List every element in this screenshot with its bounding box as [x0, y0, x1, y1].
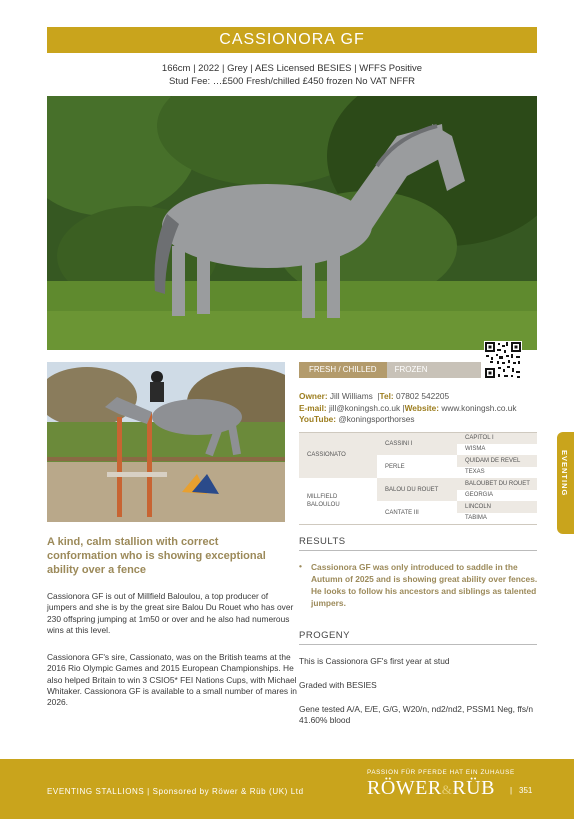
progeny-heading: PROGENY — [299, 630, 351, 641]
pedigree-dam-name: MILLFIELD BALOULOU — [307, 494, 340, 508]
pedigree-dds — [457, 501, 537, 513]
pedigree-sdd — [457, 467, 537, 479]
pedigree-sire-name: CASSIONATO — [307, 452, 346, 458]
progeny-grading: Graded with BESIES — [299, 680, 377, 690]
pedigree-sdd-name: TEXAS — [465, 469, 485, 476]
pedigree-ssd-name: WISMA — [465, 446, 486, 453]
stallion-details — [47, 62, 537, 88]
pedigree-table — [299, 432, 537, 524]
pedigree-dd-name: CANTATE III — [385, 509, 419, 516]
semen-type-tabs — [299, 362, 481, 378]
sponsor-tagline: PASSION FÜR PFERDE HAT EIN ZUHAUSE — [367, 769, 515, 776]
website-label: Website: — [404, 402, 440, 413]
pedigree-dd — [377, 501, 457, 524]
results-heading: RESULTS — [299, 536, 346, 547]
qr-code-icon — [484, 341, 522, 379]
contact-details — [299, 391, 517, 426]
description-paragraph-1: Cassionora GF is out of Millfield Baloulou, a top producer of jumpers and she is by the great sire Balou Du Rouet who has over 230 offspring jumping at 1m50 or over and he also had numerous wins at this level. — [47, 591, 294, 635]
brand-word-2: RÜB — [452, 777, 495, 799]
results-text: Cassionora GF was only introduced to saddle in the Autumn of 2025 and is showing great ability over fences. He looks to follow his ancestors and siblings as talented jumpers. — [311, 562, 538, 608]
email-label: E-mail: — [299, 402, 327, 413]
pedigree-rule — [299, 524, 537, 525]
side-tab-label: EVENTING — [560, 450, 569, 497]
pedigree-ssd — [457, 444, 537, 456]
progeny-first-year: This is Cassionora GF's first year at stud — [299, 656, 450, 666]
pedigree-ddd-name: TABIMA — [465, 515, 487, 522]
pedigree-dam — [299, 478, 377, 524]
pedigree-dsd — [457, 490, 537, 502]
pedigree-ds — [377, 478, 457, 501]
pedigree-ss-name: CASSINI I — [385, 440, 413, 447]
footer-separator: | — [510, 786, 513, 795]
brand-ampersand: & — [441, 782, 453, 797]
headline: A kind, calm stallion with correct conformation who is showing exceptional ability over a fence — [47, 536, 266, 576]
pedigree-sss — [457, 432, 537, 444]
title-bar — [47, 27, 537, 53]
pedigree-sds-name: QUIDAM DE REVEL — [465, 457, 521, 464]
page-number: 351 — [519, 786, 533, 795]
pedigree-sds — [457, 455, 537, 467]
tel-label: Tel: — [379, 391, 394, 401]
pedigree-sd — [377, 455, 457, 478]
pedigree-ddd — [457, 513, 537, 525]
pedigree-ds-name: BALOU DU ROUET — [385, 486, 439, 493]
page-title: CASSIONORA GF — [219, 31, 365, 48]
pedigree-dds-name: LINCOLN — [465, 503, 492, 510]
details-line: 166cm | 2022 | Grey | AES Licensed BESIES | WFFS Positive — [161, 63, 423, 74]
frozen-tab: FROZEN — [387, 362, 481, 378]
bullet-icon: • — [299, 561, 302, 571]
main-horse-photo — [47, 96, 537, 350]
email-link[interactable]: jill@koningsh.co.uk — [328, 402, 401, 413]
youtube-line — [299, 414, 517, 426]
results-rule — [299, 550, 537, 551]
pedigree-sd-name: PERLE — [385, 463, 405, 470]
footer — [0, 759, 574, 819]
owner-line: Owner: Jill Williams |Tel: 07802 542205 — [299, 391, 450, 401]
fresh-chilled-tab: FRESH / CHILLED — [299, 362, 387, 378]
youtube-handle[interactable]: @koningsporthorses — [338, 414, 415, 424]
footer-section-label: EVENTING STALLIONS | Sponsored by Röwer & Rüb (UK) Ltd — [47, 787, 304, 796]
brand-word-1: RÖWER — [367, 777, 442, 799]
owner-name: Jill Williams — [329, 391, 373, 401]
website-link[interactable]: www.koningsh.co.uk — [441, 402, 517, 413]
pedigree-dss — [457, 478, 537, 490]
description-paragraph-2: Cassionora GF's sire, Cassionato, was on the British teams at the 2016 Rio Olympic Games and 2015 European Championships. He also helped Britain to win 3 CSIO5* FEI Nations Cups, with Michael Whitaker. Cassionora GF is available to a small number of mares in 2026. — [47, 652, 297, 708]
owner-label: Owner: — [299, 391, 328, 401]
pedigree-rule — [299, 432, 537, 433]
stud-fee-line: Stud Fee: …£500 Fresh/chilled £450 frozen No VAT NFFR — [168, 76, 416, 87]
eventing-side-tab — [557, 432, 574, 534]
progeny-rule — [299, 644, 537, 645]
pedigree-dsd-name: GEORGIA — [465, 492, 494, 499]
pedigree-sire — [299, 432, 377, 478]
youtube-label: YouTube: — [299, 414, 337, 424]
telephone: 07802 542205 — [396, 391, 450, 401]
pedigree-dss-name: BALOUBET DU ROUET — [465, 480, 530, 487]
pedigree-ss — [377, 432, 457, 455]
pedigree-sss-name: CAPITOL I — [465, 434, 494, 441]
progeny-gene-test: Gene tested A/A, E/E, G/G, W20/n, nd2/nd2, PSSM1 Neg, ffs/n 41.60% blood — [299, 704, 534, 726]
sponsor-logo — [367, 777, 495, 800]
email-line: E-mail: jill@koningsh.co.uk |Website: www.koningsh.co.uk — [299, 402, 517, 413]
jumping-photo — [47, 362, 285, 522]
